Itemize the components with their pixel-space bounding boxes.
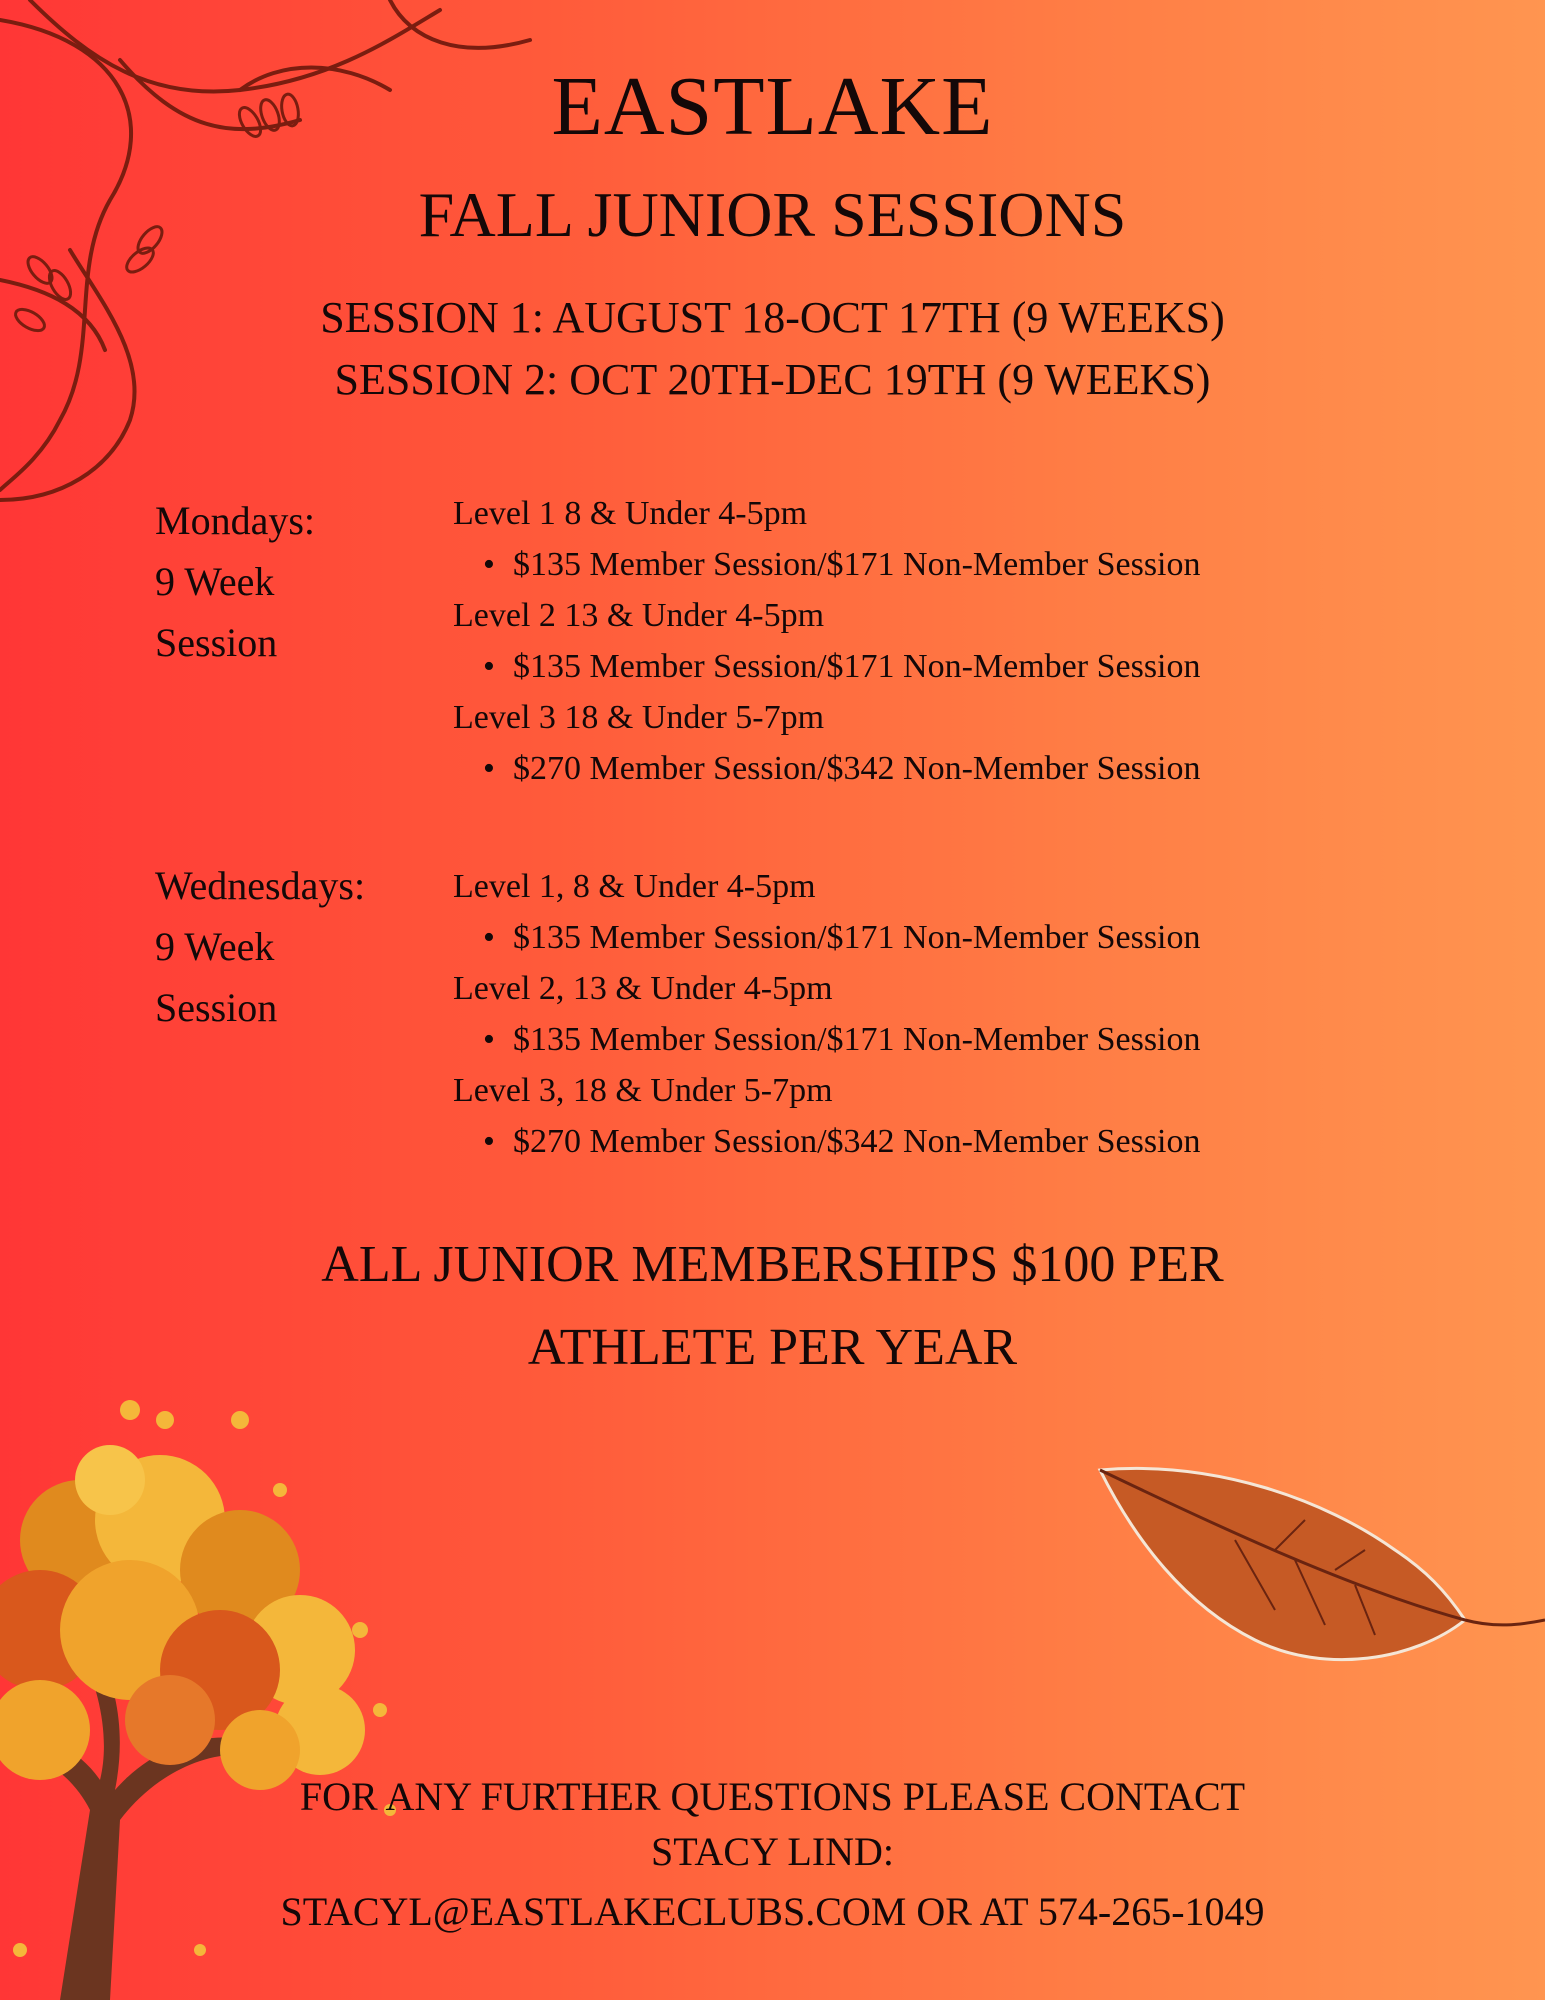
mondays-day: Mondays: bbox=[155, 498, 315, 543]
page-title: EASTLAKE bbox=[551, 60, 994, 153]
level-label: Level 3 18 & Under 5-7pm bbox=[453, 699, 825, 736]
contact-details: STACYL@EASTLAKECLUBS.COM OR AT 574-265-1049 bbox=[280, 1889, 1265, 1934]
session-1-dates: SESSION 1: AUGUST 18-OCT 17TH (9 WEEKS) bbox=[320, 293, 1225, 342]
wednesdays-levels bbox=[453, 861, 1201, 1167]
level-price: • $135 Member Session/$171 Non-Member Session bbox=[483, 648, 1201, 685]
mondays-duration: 9 Week bbox=[155, 559, 275, 604]
membership-line-2: ATHLETE PER YEAR bbox=[527, 1319, 1018, 1376]
membership-line-1: ALL JUNIOR MEMBERSHIPS $100 PER bbox=[321, 1236, 1224, 1293]
wednesdays-day: Wednesdays: bbox=[155, 863, 366, 908]
level-price: • $135 Member Session/$171 Non-Member Session bbox=[483, 546, 1201, 583]
level-label: Level 2, 13 & Under 4-5pm bbox=[453, 970, 833, 1007]
level-label: Level 1, 8 & Under 4-5pm bbox=[453, 868, 816, 905]
page-subtitle: FALL JUNIOR SESSIONS bbox=[418, 179, 1127, 250]
level-price: • $270 Member Session/$342 Non-Member Session bbox=[483, 750, 1201, 787]
contact-line-1: FOR ANY FURTHER QUESTIONS PLEASE CONTACT bbox=[299, 1774, 1246, 1819]
leaf-icon bbox=[1095, 1460, 1545, 1680]
mondays-levels bbox=[453, 488, 1201, 794]
mondays-session: Session bbox=[155, 620, 278, 665]
contact-name: STACY LIND: bbox=[650, 1829, 895, 1874]
level-label: Level 3, 18 & Under 5-7pm bbox=[453, 1072, 833, 1109]
level-label: Level 2 13 & Under 4-5pm bbox=[453, 597, 825, 634]
wednesdays-session: Session bbox=[155, 985, 278, 1030]
wednesdays-label bbox=[155, 855, 365, 1038]
session-2-dates: SESSION 2: OCT 20TH-DEC 19TH (9 WEEKS) bbox=[334, 355, 1211, 404]
level-price: • $270 Member Session/$342 Non-Member Session bbox=[483, 1123, 1201, 1160]
wednesdays-duration: 9 Week bbox=[155, 924, 275, 969]
mondays-label bbox=[155, 490, 315, 673]
level-price: • $135 Member Session/$171 Non-Member Session bbox=[483, 1021, 1201, 1058]
level-label: Level 1 8 & Under 4-5pm bbox=[453, 495, 808, 532]
level-price: • $135 Member Session/$171 Non-Member Session bbox=[483, 919, 1201, 956]
